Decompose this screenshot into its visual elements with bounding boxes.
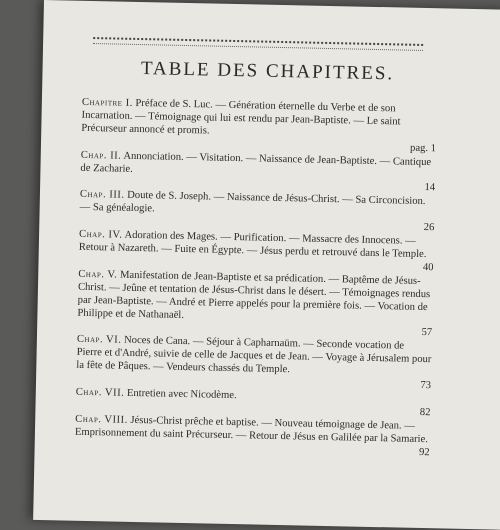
page-number: 92 <box>418 446 430 458</box>
chapter-label: Chap. III. <box>79 189 125 202</box>
table-of-contents <box>75 97 437 461</box>
chapter-label: Chap. V. <box>78 268 118 281</box>
page-number: 57 <box>421 327 433 339</box>
chapter-label: Chap. VI. <box>76 334 122 347</box>
toc-entry <box>79 189 435 235</box>
book-page <box>33 0 500 530</box>
chapter-summary: Adoration des Mages. — Purification. — Massacre des Innocens. — Retour à Nazareth. — Fuite en Égypte. — Jésus perdu et retrouvé dans le Temple. <box>78 229 427 261</box>
toc-entry <box>80 149 436 195</box>
chapter-label: Chap. VII. <box>75 386 125 399</box>
chapter-summary: Annonciation. — Visitation. — Naissance de Jean-Baptiste. — Cantique de Zacharie. <box>80 150 432 175</box>
chapter-summary: Préface de S. Luc. — Génération éternelle du Verbe et de son Incarnation. — Témoignage qui lui est rendu par Jean-Baptiste. — Le saint Précurseur annoncé et promis. <box>81 97 401 137</box>
chapter-label: Chap. IV. <box>78 228 123 241</box>
page-number: pag. 1 <box>409 142 437 154</box>
page-number: 14 <box>424 182 436 194</box>
chapter-label: Chap. II. <box>80 149 122 162</box>
page-number: 40 <box>422 261 434 274</box>
page-number: 26 <box>423 222 435 234</box>
toc-entry <box>75 413 431 459</box>
toc-entry <box>81 97 437 156</box>
toc-entry <box>77 269 433 341</box>
page-number: 73 <box>420 380 432 392</box>
toc-entry <box>76 334 432 393</box>
ornamental-rule <box>93 37 423 51</box>
chapter-summary: Entretien avec Nicodème. <box>126 387 237 402</box>
chapter-summary: Doute de S. Joseph. — Naissance de Jésus-Christ. — Sa Circoncision. — Sa généalogie. <box>79 190 426 215</box>
page-number: 82 <box>419 406 431 419</box>
toc-entry <box>78 229 434 275</box>
page-title: TABLE DES CHAPITRES. <box>140 58 395 85</box>
chapter-summary: Manifestation de Jean-Baptiste et sa prédication. — Baptême de Jésus-Christ. — Jeûne et tentation de Jésus-Christ dans le désert. — Témoignages rendus par Jean-Baptiste. — André et Pierre appelés pour la première fois. — Vocation de Philippe et de Nathanaël. <box>77 269 431 321</box>
chapter-summary: Jésus-Christ prêche et baptise. — Nouveau témoignage de Jean. — Emprisonnement du saint Précurseur. — Retour de Jésus en Galilée par la Samarie. <box>74 414 429 445</box>
chapter-label: Chap. VIII. <box>75 413 128 426</box>
chapter-label: Chapitre I. <box>81 96 133 109</box>
chapter-summary: Noces de Cana. — Séjour à Capharnaüm. — Seconde vocation de Pierre et d'André, suivie de celle de Jacques et de Jean. — Voyage à Jérusalem pour la fête de Pâques. — Vendeurs chassés du Temple. <box>76 335 432 376</box>
